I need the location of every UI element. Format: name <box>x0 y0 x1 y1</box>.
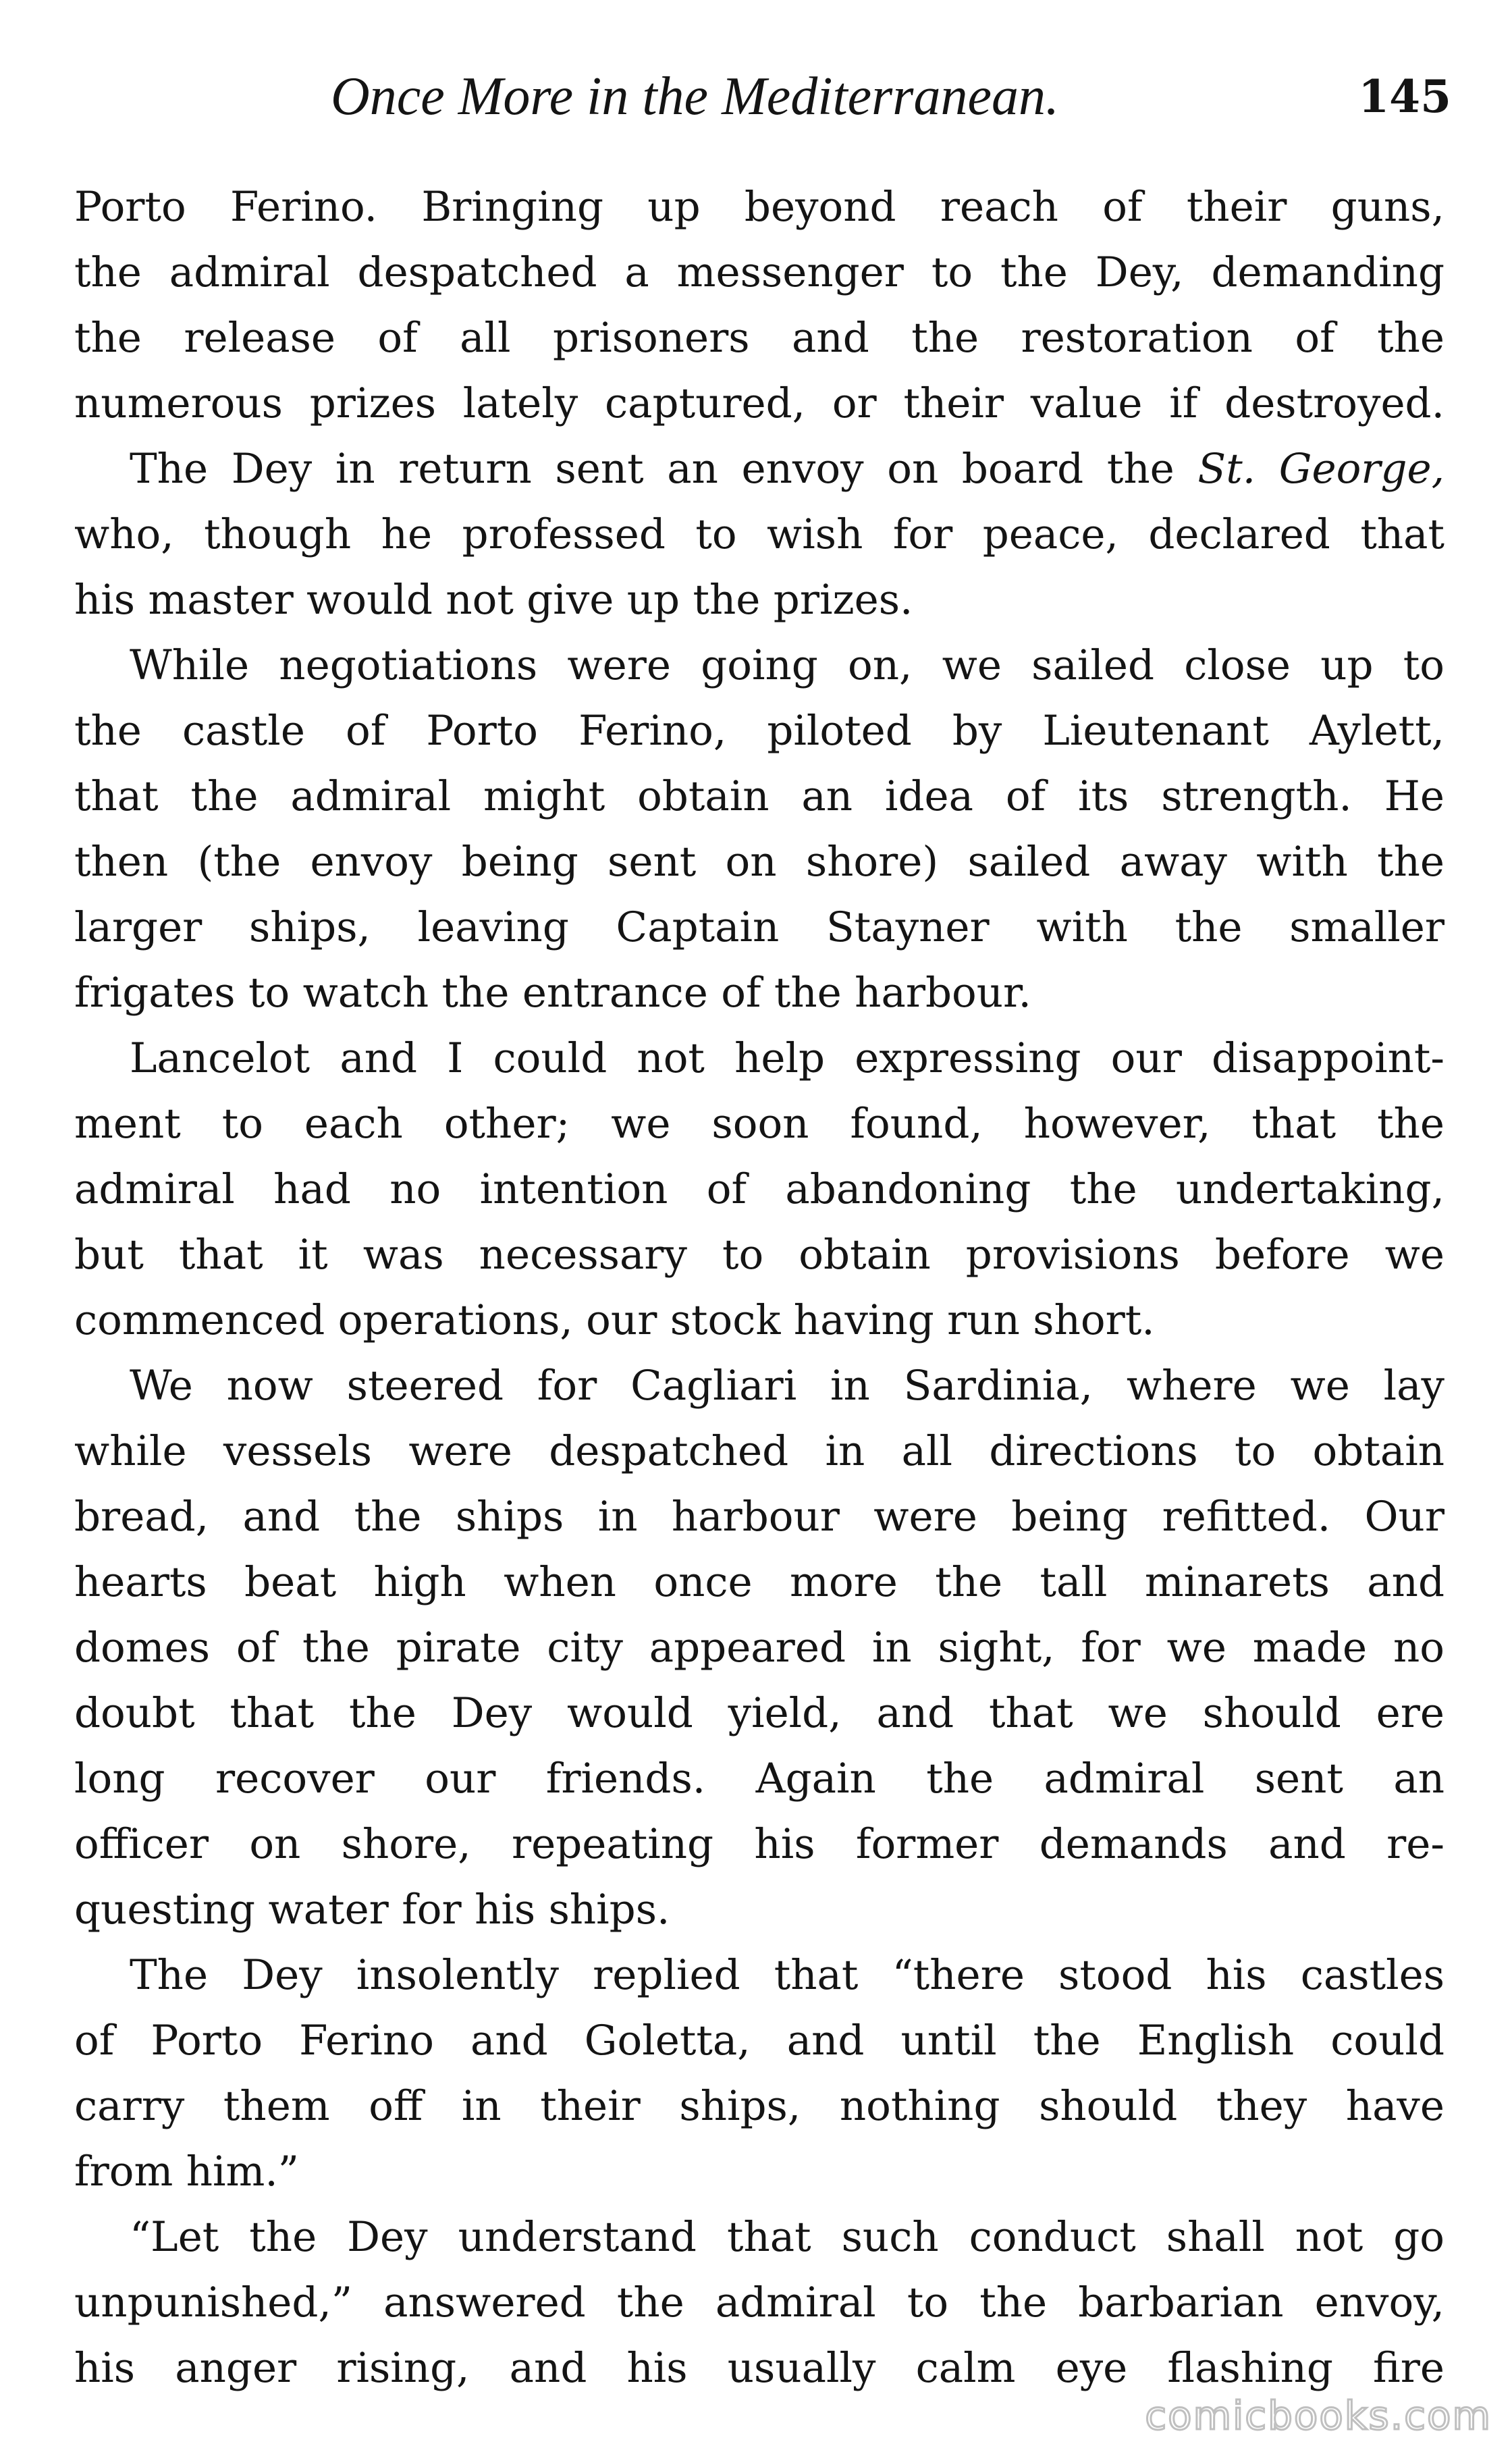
text-line-content: while vessels were despatched in all directions to obtain <box>74 1427 1444 1475</box>
text-line-content: commenced operations, our stock having run short. <box>74 1296 1155 1344</box>
text-line <box>74 1615 1444 1680</box>
text-line-content: While negotiations were going on, we sailed close up to <box>130 641 1444 689</box>
text-line <box>74 1418 1444 1484</box>
text-line-content: ment to each other; we soon found, however, that the <box>74 1100 1444 1148</box>
text-line <box>74 502 1444 567</box>
running-head <box>0 59 1512 134</box>
text-line <box>74 305 1444 371</box>
text-line <box>74 1353 1444 1418</box>
text-line <box>74 567 1444 633</box>
text-line-content: hearts beat high when once more the tall minarets and <box>74 1558 1444 1606</box>
body-text <box>74 174 1444 2401</box>
text-line <box>74 2270 1444 2335</box>
text-line <box>74 1549 1444 1615</box>
text-line-content: from him.” <box>74 2148 299 2196</box>
text-line-content: bread, and the ships in harbour were being refitted. Our <box>74 1493 1444 1541</box>
text-line <box>74 2139 1444 2204</box>
text-line <box>74 371 1444 436</box>
text-line <box>74 2008 1444 2073</box>
text-line <box>74 1680 1444 1746</box>
text-line <box>74 1222 1444 1287</box>
text-line-content: that the admiral might obtain an idea of its strength. He <box>74 772 1444 820</box>
text-line-content: doubt that the Dey would yield, and that we should ere <box>74 1689 1444 1737</box>
text-line-content: long recover our friends. Again the admiral sent an <box>74 1755 1444 1803</box>
text-line-content: We now steered for Cagliari in Sardinia, where we lay <box>130 1362 1444 1410</box>
text-line <box>74 436 1444 502</box>
watermark: comicbooks.com <box>1145 2393 1492 2439</box>
text-line-content: “Let the Dey understand that such conduct shall not go <box>130 2213 1444 2261</box>
text-line-content: domes of the pirate city appeared in sight, for we made no <box>74 1624 1444 1672</box>
text-line-content: admiral had no intention of abandoning the undertaking, <box>74 1165 1444 1213</box>
text-line-content: Lancelot and I could not help expressing our disappoint- <box>130 1034 1444 1082</box>
text-line <box>74 1877 1444 1942</box>
text-line-content: frigates to watch the entrance of the harbour. <box>74 969 1031 1017</box>
text-line-content: officer on shore, repeating his former demands and re- <box>74 1820 1444 1868</box>
text-line-content: but that it was necessary to obtain provisions before we <box>74 1231 1444 1279</box>
text-line-content: unpunished,” answered the admiral to the barbarian envoy, <box>74 2279 1444 2327</box>
text-line <box>74 764 1444 829</box>
text-line-content: then (the envoy being sent on shore) sailed away with the <box>74 838 1444 886</box>
running-title: Once More in the Mediterranean. <box>331 67 1059 126</box>
text-line <box>74 1026 1444 1091</box>
text-line <box>74 1091 1444 1157</box>
text-line <box>74 1942 1444 2008</box>
text-line-content: Porto Ferino. Bringing up beyond reach of their guns, <box>74 183 1444 231</box>
text-line-content: carry them off in their ships, nothing should they have <box>74 2082 1444 2130</box>
text-line <box>74 2335 1444 2401</box>
text-line-content: numerous prizes lately captured, or their value if destroyed. <box>74 379 1444 427</box>
text-line-content: the castle of Porto Ferino, piloted by Lieutenant Aylett, <box>74 707 1444 755</box>
text-line-content: the release of all prisoners and the restoration of the <box>74 314 1444 362</box>
text-line <box>74 960 1444 1026</box>
text-line <box>74 1811 1444 1877</box>
ship-name: St. George, <box>1197 445 1444 493</box>
text-line <box>74 2073 1444 2139</box>
text-line-content: his anger rising, and his usually calm eye flashing fire <box>74 2344 1444 2392</box>
text-line <box>74 1287 1444 1353</box>
text-line-content: questing water for his ships. <box>74 1886 670 1934</box>
text-line <box>74 1746 1444 1811</box>
text-line <box>74 829 1444 895</box>
text-line <box>74 240 1444 305</box>
text-line <box>74 174 1444 240</box>
text-line <box>74 1157 1444 1222</box>
text-line-content: The Dey in return sent an envoy on board the <box>130 445 1198 493</box>
text-line <box>74 2204 1444 2270</box>
page-number: 145 <box>1358 70 1451 123</box>
text-line-content: the admiral despatched a messenger to the Dey, demanding <box>74 248 1444 296</box>
text-line-content: The Dey insolently replied that “there stood his castles <box>130 1951 1444 1999</box>
text-line-content: of Porto Ferino and Goletta, and until the English could <box>74 2017 1444 2065</box>
text-line <box>74 895 1444 960</box>
text-line <box>74 698 1444 764</box>
text-line-content: his master would not give up the prizes. <box>74 576 913 624</box>
text-line <box>74 633 1444 698</box>
text-line-content: who, though he professed to wish for peace, declared that <box>74 510 1444 558</box>
text-line-content: larger ships, leaving Captain Stayner with the smaller <box>74 903 1444 951</box>
text-line <box>74 1484 1444 1549</box>
